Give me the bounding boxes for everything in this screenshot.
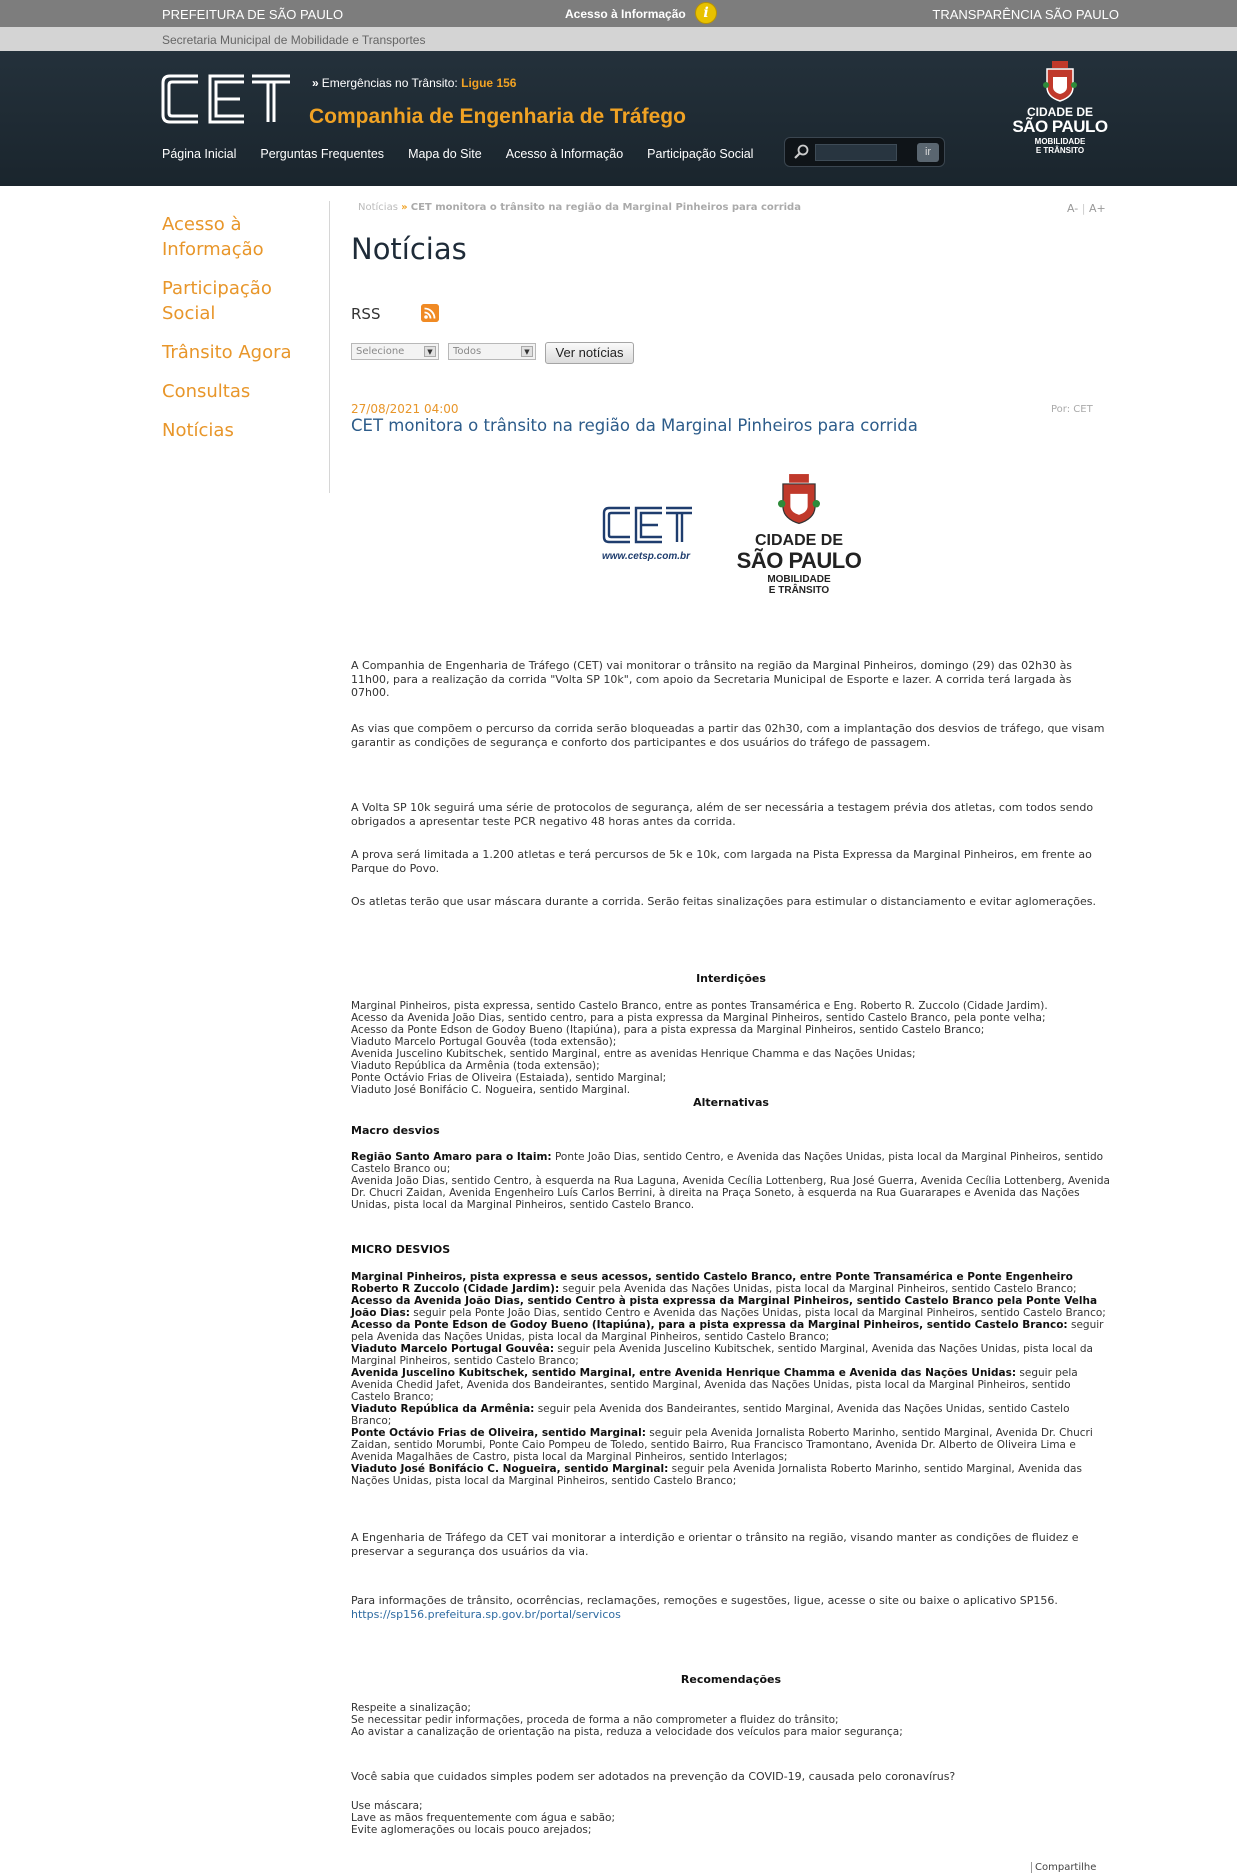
search-box <box>784 137 945 167</box>
secretaria-link[interactable]: Secretaria Municipal de Mobilidade e Transportes <box>162 33 426 47</box>
list-item: Avenida Juscelino Kubitschek, sentido Marginal, entre Avenida Henrique Chamma e Avenida das Nações Unidas: seguir pela Avenida Chedid Jafet, Avenida dos Bandeirantes, sentido Marginal, Avenida das Nações Unidas, pista local da Marginal Pinheiros, sentido Castelo Branco; <box>351 1367 1078 1403</box>
company-name: Companhia de Engenharia de Tráfego <box>309 105 686 128</box>
site-header <box>0 51 1237 186</box>
article-date: 27/08/2021 04:00 <box>351 402 459 416</box>
emergency-phone: Ligue 156 <box>461 76 517 90</box>
emergency-label: Emergências no Trânsito: <box>321 76 458 90</box>
list-item: Lave as mãos frequentemente com água e sabão; <box>351 1812 615 1824</box>
nav-mapa-do-site[interactable]: Mapa do Site <box>408 147 482 161</box>
rss-icon[interactable] <box>421 304 439 322</box>
recomendacoes-heading: Recomendações <box>680 1673 782 1686</box>
menu-consultas[interactable]: Consultas <box>162 381 251 402</box>
interdicoes-list <box>351 1000 1111 1096</box>
breadcrumb-current: CET monitora o trânsito na região da Marginal Pinheiros para corrida <box>410 202 801 213</box>
macro-heading: Macro desvios <box>351 1124 440 1137</box>
cet-logo[interactable] <box>160 73 292 125</box>
search-icon <box>793 144 810 161</box>
list-item: Marginal Pinheiros, pista expressa e seus acessos, sentido Castelo Branco, entre Ponte Transamérica e Ponte Engenheiro Roberto R Zuccolo (Cidade Jardim): seguir pela Avenida das Nações Unidas, pista local da Marginal Pinheiros, sentido Castelo Branco; <box>351 1271 1077 1295</box>
sp156-link[interactable]: https://sp156.prefeitura.sp.gov.br/portal/servicos <box>351 1607 621 1621</box>
article-paragraph-3: A Volta SP 10k seguirá uma série de protocolos de segurança, além de ser necessária a testagem prévia dos atletas, com todos sendo obrigados a apresentar teste PCR negativo 48 horas antes da corrida. <box>351 801 1094 828</box>
double-chevron-icon: » <box>312 76 319 90</box>
cet-article-logo <box>602 506 694 544</box>
article-paragraph-4: A prova será limitada a 1.200 atletas e terá percursos de 5k e 10k, com largada na Pista Expressa da Marginal Pinheiros, em frente ao Parque do Povo. <box>351 848 1092 875</box>
cet-site-text: www.cetsp.com.br <box>602 551 690 562</box>
covid-list <box>351 1800 1111 1836</box>
article-paragraph-1: A Companhia de Engenharia de Tráfego (CET) vai monitorar o trânsito na região da Marginal Pinheiros, domingo (29) das 02h30 às 11h00, para a realização da corrida "Volta SP 10k", com apoio da Secretaria Municipal de Esporte e lazer. A corrida terá largada às 07h00. <box>351 659 1073 699</box>
alternativas-heading: Alternativas <box>693 1096 769 1109</box>
chevron-down-icon: ▼ <box>424 346 436 357</box>
prefeitura-link[interactable]: PREFEITURA DE SÃO PAULO <box>162 7 344 22</box>
acesso-informacao-link[interactable]: Acesso à Informação <box>565 7 686 21</box>
share-button[interactable]: Compartilhe <box>1031 1862 1096 1873</box>
ver-noticias-button[interactable]: Ver notícias <box>545 342 634 364</box>
article-author: Por: CET <box>1051 404 1093 415</box>
breadcrumb-root[interactable]: Notícias <box>358 202 398 213</box>
macro-bold: Região Santo Amaro para o Itaim: <box>351 1151 552 1163</box>
city-crest-icon <box>778 474 820 526</box>
info-icon[interactable]: i <box>695 2 717 24</box>
search-input[interactable] <box>815 144 897 161</box>
list-item: Respeite a sinalização; <box>351 1702 471 1714</box>
list-item: Ponte Octávio Frias de Oliveira, sentido Marginal: seguir pela Avenida Jornalista Roberto Marinho, sentido Marginal, Avenida Dr. Chucri Zaidan, sentido Morumbi, Ponte Caio Pompeu de Toledo, sentido Bairro, Rua Francisco Tramontano, Avenida Dr. Alberto de Oliveira Lima e Avenida Magalhães de Castro, pista local da Marginal Pinheiros, sentido Interlagos; <box>351 1427 1093 1463</box>
search-button[interactable]: ir <box>917 143 939 162</box>
period-select[interactable]: Todos ▼ <box>448 343 536 360</box>
chevron-down-icon: ▼ <box>521 346 533 357</box>
micro-desvios <box>351 1271 1111 1487</box>
secretaria-bar <box>0 27 1237 51</box>
interdicoes-heading: Interdições <box>696 972 766 985</box>
city-crest-icon <box>1043 61 1077 103</box>
left-menu <box>162 212 292 457</box>
menu-noticias[interactable]: Notícias <box>162 420 234 441</box>
nav-participacao-social[interactable]: Participação Social <box>647 147 754 161</box>
list-item: Acesso da Avenida João Dias, sentido centro, para a pista expressa da Marginal Pinheiros, sentido Castelo Branco, pela ponte velha; <box>351 1012 1046 1024</box>
page-title: Notícias <box>351 232 467 266</box>
nav-perguntas-frequentes[interactable]: Perguntas Frequentes <box>260 147 385 161</box>
article-paragraph-7: Para informações de trânsito, ocorrências, reclamações, remoções e sugestões, ligue, acesse o site ou baixe o aplicativo SP156. https://sp156.prefeitura.sp.gov.br/portal/servicos <box>351 1594 1058 1621</box>
list-item: Viaduto Marcelo Portugal Gouvêa: seguir pela Avenida Juscelino Kubitschek, sentido Marginal, Avenida das Nações Unidas, pista local da Marginal Pinheiros, sentido Castelo Branco; <box>351 1343 1093 1367</box>
list-item: Viaduto Marcelo Portugal Gouvêa (toda extensão); <box>351 1036 617 1048</box>
transparencia-link[interactable]: TRANSPARÊNCIA SÃO PAULO <box>932 7 1119 22</box>
category-select[interactable]: Selecione ▼ <box>351 343 439 360</box>
nav-pagina-inicial[interactable]: Página Inicial <box>162 147 237 161</box>
menu-participacao-social[interactable]: Participação Social <box>162 278 272 324</box>
list-item: Viaduto República da Armênia (toda extensão); <box>351 1060 600 1072</box>
list-item: Viaduto República da Armênia: seguir pela Avenida dos Bandeirantes, sentido Marginal, Avenida das Nações Unidas, sentido Castelo Branco; <box>351 1403 1070 1427</box>
city-logo-line1: CIDADE DE <box>1026 105 1093 119</box>
list-item: Acesso da Avenida João Dias, sentido Centro à pista expressa da Marginal Pinheiros, sentido Castelo Branco pela Ponte Velha João Dias: seguir pela Ponte João Dias, sentido Centro e Avenida das Nações Unidas, pista local da Marginal Pinheiros, sentido Castelo Branco; <box>351 1295 1106 1319</box>
list-item: Ao avistar a canalização de orientação na pista, reduza a velocidade dos veículos para maior segurança; <box>351 1726 903 1738</box>
list-item: Marginal Pinheiros, pista expressa, sentido Castelo Branco, entre as pontes Transamérica e Eng. Roberto R. Zuccolo (Cidade Jardim). <box>351 1000 1048 1012</box>
covid-question: Você sabia que cuidados simples podem ser adotados na prevenção da COVID-19, causada pelo coronavírus? <box>351 1770 956 1783</box>
macro-text-2: Avenida João Dias, sentido Centro, à esquerda na Rua Laguna, Avenida Cecília Lottenberg, Rua José Guerra, Avenida Cecília Lottenberg, Avenida Dr. Chucri Zaidan, Avenida Engenheiro Luís Carlos Berrini, à direita na Praça Soneto, à esquerda na Rua Guararapes e Avenida das Nações Unidas, pista local da Marginal Pinheiros, sentido Castelo Branco. <box>351 1175 1110 1211</box>
city-logo-line2: SÃO PAULO <box>736 548 862 573</box>
breadcrumb <box>358 202 801 213</box>
city-logo-line2: SÃO PAULO <box>1012 117 1108 136</box>
list-item: Viaduto José Bonifácio C. Nogueira, sentido Marginal. <box>351 1084 631 1096</box>
font-increase-button[interactable]: A+ <box>1088 202 1106 215</box>
list-item: Avenida Juscelino Kubitschek, sentido Marginal, entre as avenidas Henrique Chamma e das Nações Unidas; <box>351 1048 916 1060</box>
macro-desvios <box>351 1151 1111 1211</box>
list-item: Acesso da Ponte Edson de Godoy Bueno (Itapiúna), para a pista expressa da Marginal Pinheiros, sentido Castelo Branco: seguir pela Avenida das Nações Unidas, pista local da Marginal Pinheiros, sentido Castelo Branco; <box>351 1319 1104 1343</box>
article-image <box>598 474 868 604</box>
list-item: Ponte Octávio Frias de Oliveira (Estaiada), sentido Marginal; <box>351 1072 667 1084</box>
list-item: Evite aglomerações ou locais pouco arejados; <box>351 1824 592 1836</box>
macro-text: Ponte João Dias, sentido Centro, e Avenida das Nações Unidas, pista local da Marginal Pinheiros, sentido Castelo Branco ou; <box>351 1151 1104 1175</box>
menu-acesso-informacao[interactable]: Acesso à Informação <box>162 214 264 260</box>
city-logo-line1: CIDADE DE <box>754 532 843 549</box>
list-item: Viaduto José Bonifácio C. Nogueira, sentido Marginal: seguir pela Avenida Jornalista Roberto Marinho, sentido Marginal, Avenida das Nações Unidas, pista local da Marginal Pinheiros, sentido Castelo Branco; <box>351 1463 1082 1487</box>
list-item: Acesso da Ponte Edson de Godoy Bueno (Itapiúna), para a pista expressa da Marginal Pinheiros, sentido Castelo Branco; <box>351 1024 985 1036</box>
nav-acesso-informacao[interactable]: Acesso à Informação <box>505 147 624 161</box>
rss-label: RSS <box>351 305 381 323</box>
article-paragraph-2: As vias que compõem o percurso da corrida serão bloqueadas a partir das 02h30, com a implantação dos desvios de tráfego, que visam garantir as condições de segurança e conforto dos participantes e dos usuários do tráfego de passagem. <box>351 722 1105 749</box>
recomendacoes-list <box>351 1702 1111 1738</box>
city-logo-line3: MOBILIDADE E TRÂNSITO <box>767 574 831 596</box>
emergency-line <box>312 76 516 90</box>
micro-heading: MICRO DESVIOS <box>351 1243 451 1256</box>
main-nav <box>162 147 777 161</box>
list-item: Se necessitar pedir informações, proceda de forma a não comprometer a fluidez do trânsito; <box>351 1714 839 1726</box>
article-paragraph-6: A Engenharia de Tráfego da CET vai monitorar a interdição e orientar o trânsito na região, visando manter as condições de fluidez e preservar a segurança dos usuários da via. <box>351 1531 1079 1558</box>
article-title: CET monitora o trânsito na região da Marginal Pinheiros para corrida <box>351 416 918 435</box>
city-logo-line3: MOBILIDADE E TRÂNSITO <box>1034 137 1086 155</box>
font-size-controls: A- | A+ <box>1067 202 1106 215</box>
font-decrease-button[interactable]: A- <box>1067 202 1079 215</box>
sidebar-divider <box>329 201 330 493</box>
menu-transito-agora[interactable]: Trânsito Agora <box>162 342 292 363</box>
prefeitura-logo[interactable] <box>1005 61 1115 171</box>
article-paragraph-5: Os atletas terão que usar máscara durante a corrida. Serão feitas sinalizações para estimular o distanciamento e evitar aglomerações. <box>351 895 1096 908</box>
top-bar <box>0 0 1237 27</box>
list-item: Use máscara; <box>351 1800 423 1812</box>
breadcrumb-separator-icon: » <box>401 202 408 213</box>
